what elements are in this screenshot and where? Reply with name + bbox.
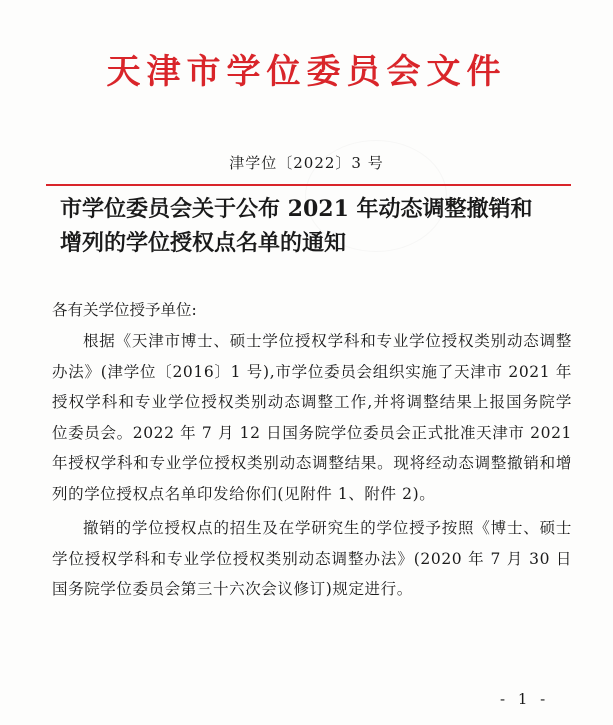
- notice-title-line-2: 增列的学位授权点名单的通知: [60, 230, 347, 256]
- issuer-header: 天津市学位委员会文件: [106, 52, 507, 92]
- page-number: - 1 -: [500, 690, 550, 708]
- document-number: 津学位〔2022〕3 号: [229, 154, 384, 172]
- red-divider-line: [46, 184, 571, 186]
- body-text: [52, 326, 572, 605]
- body-paragraph-2: 撤销的学位授权点的招生及在学研究生的学位授予按照《博士、硕士学位授权学科和专业学位授权类别动态调整办法》(2020 年 7 月 30 日国务院学位委员会第三十六次会议修订)规定进行。: [52, 519, 572, 598]
- notice-title-line-1: 市学位委员会关于公布 2021 年动态调整撤销和: [60, 196, 533, 222]
- body-paragraph-1: 根据《天津市博士、硕士学位授权学科和专业学位授权类别动态调整办法》(津学位〔2016〕1 号),市学位委员会组织实施了天津市 2021 年授权学科和专业学位授权类别动态调整工作,并将调整结果上报国务院学位委员会。2022 年 7 月 12 日国务院学位委员会正式批准天津市 2021 年授权学科和专业学位授权类别动态调整结果。现将经动态调整撤销和增列的学位授权点名单印发给你们(见附件 1、附件 2)。: [52, 332, 572, 503]
- salutation: 各有关学位授予单位:: [52, 301, 197, 319]
- notice-title: [60, 192, 580, 260]
